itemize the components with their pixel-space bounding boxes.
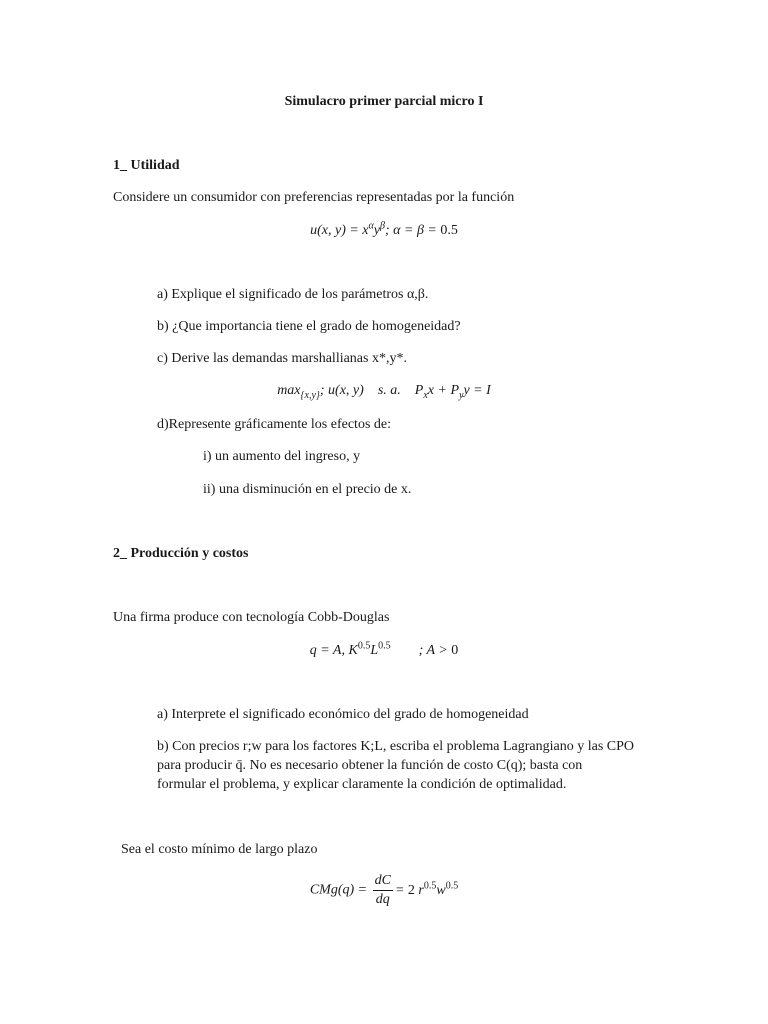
k-exponent: 0.5 xyxy=(357,640,371,652)
l-factor: L xyxy=(370,643,379,658)
price-y-subscript: y xyxy=(459,389,464,401)
max-objective: ; u(x, y) xyxy=(319,383,364,398)
section-2-intro: Una firma produce con tecnología Cobb-Douglas xyxy=(113,610,390,625)
question-2b-line-3: formular el problema, y explicar claramente la condición de optimalidad. xyxy=(157,777,567,792)
question-1d: d)Represente gráficamente los efectos de: xyxy=(157,417,392,432)
question-1d-ii: ii) una disminución en el precio de x. xyxy=(203,482,412,497)
price-y: P xyxy=(450,383,460,398)
question-1b: b) ¿Que importancia tiene el grado de homogeneidad? xyxy=(157,319,461,334)
cost-equation xyxy=(0,872,768,909)
w-factor: w xyxy=(436,882,446,898)
production-lhs: q = A, K xyxy=(309,643,358,658)
question-1d-i: i) un aumento del ingreso, y xyxy=(203,449,361,464)
section-1-heading: 1_ Utilidad xyxy=(113,158,180,173)
production-equation xyxy=(0,642,768,660)
section-2-heading: 2_ Producción y costos xyxy=(113,546,249,561)
fraction-denominator: dq xyxy=(375,892,390,907)
production-zero: 0 xyxy=(451,643,459,658)
production-condition: ; A > xyxy=(418,643,452,658)
cost-intro: Sea el costo mínimo de largo plazo xyxy=(121,842,318,857)
derivative-fraction xyxy=(373,872,393,909)
question-2b-line-2: para producir q̄. No es necesario obtener la función de costo C(q); basta con xyxy=(157,758,583,773)
question-1c: c) Derive las demandas marshallianas x*,y*. xyxy=(157,351,407,366)
alpha-exponent: α xyxy=(368,220,374,232)
r-factor: r xyxy=(418,882,424,898)
utility-equation xyxy=(0,222,768,240)
question-2a: a) Interprete el significado económico del grado de homogeneidad xyxy=(157,707,529,722)
price-x-subscript: x xyxy=(423,389,428,401)
cost-lhs: CMg(q) = xyxy=(309,882,371,898)
w-exponent: 0.5 xyxy=(445,879,459,891)
utility-y: y xyxy=(373,223,380,238)
x-term: x + xyxy=(427,383,451,398)
cost-equals: = xyxy=(394,882,408,898)
max-operator: max xyxy=(277,383,301,398)
cost-coefficient: 2 xyxy=(407,882,415,898)
beta-exponent: β xyxy=(380,220,385,232)
l-exponent: 0.5 xyxy=(378,640,391,652)
utility-params: ; α = β = xyxy=(384,223,441,238)
page-title: Simulacro primer parcial micro I xyxy=(284,94,484,109)
r-exponent: 0.5 xyxy=(423,879,437,891)
price-x: P xyxy=(414,383,424,398)
utility-lhs: u(x, y) = x xyxy=(310,223,369,238)
section-1-intro: Considere un consumidor con preferencias representadas por la función xyxy=(113,190,515,205)
maximization-equation xyxy=(0,382,768,400)
fraction-numerator: dC xyxy=(373,872,393,891)
question-1a: a) Explique el significado de los parámetros α,β. xyxy=(157,287,429,302)
max-subscript: {x,y} xyxy=(300,389,320,401)
budget-rhs: y = I xyxy=(463,383,491,398)
question-2b-line-1: b) Con precios r;w para los factores K;L, escriba el problema Lagrangiano y las CPO xyxy=(157,739,635,754)
utility-param-value: 0.5 xyxy=(440,223,458,238)
subject-to: s. a. xyxy=(377,383,401,398)
